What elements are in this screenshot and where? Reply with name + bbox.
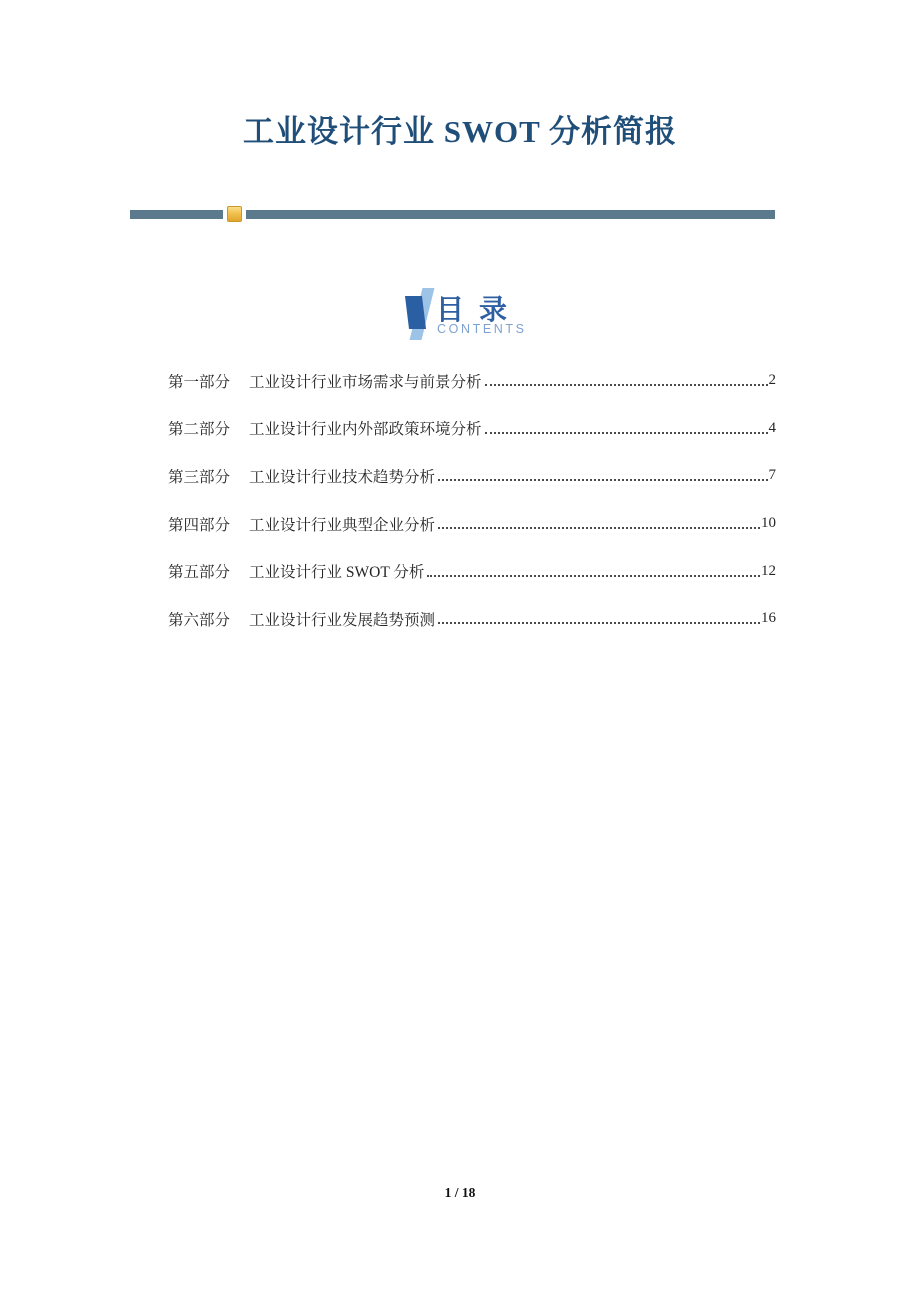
toc-dotted-leader	[438, 479, 767, 481]
toc-entry-title: 工业设计行业内外部政策环境分析	[249, 421, 482, 439]
page-number-indicator: 1 / 18	[444, 1185, 476, 1200]
toc-entry-title: 工业设计行业典型企业分析	[249, 516, 436, 534]
toc-dotted-leader	[485, 432, 768, 434]
toc-entry-page-number: 7	[768, 467, 776, 484]
toc-entry-page-number: 4	[768, 419, 776, 436]
toc-entry-page-number: 10	[761, 515, 776, 532]
toc-entry-title: 工业设计行业技术趋势分析	[249, 468, 436, 486]
toc-entry-part: 第五部分	[168, 564, 231, 582]
toc-entry-part: 第三部分	[168, 468, 231, 486]
toc-entry[interactable]	[168, 452, 776, 500]
title-divider	[130, 204, 775, 224]
toc-entry-part: 第六部分	[168, 611, 231, 629]
toc-list	[168, 357, 776, 643]
toc-entry-part: 第一部分	[168, 373, 231, 391]
toc-entry-part: 第四部分	[168, 516, 231, 534]
toc-dotted-leader	[427, 575, 760, 577]
toc-entry[interactable]	[168, 357, 776, 405]
divider-bar-right	[246, 210, 775, 219]
toc-header	[400, 286, 560, 346]
toc-entry[interactable]	[168, 547, 776, 595]
toc-dotted-leader	[438, 622, 760, 624]
toc-entry-title: 工业设计行业市场需求与前景分析	[249, 373, 482, 391]
document-title: 工业设计行业 SWOT 分析简报	[243, 114, 677, 149]
toc-entry-page-number: 2	[768, 372, 776, 389]
toc-entry-part: 第二部分	[168, 421, 231, 439]
toc-heading: 目 录	[436, 295, 512, 326]
toc-entry-title: 工业设计行业 SWOT 分析	[249, 564, 425, 582]
toc-entry[interactable]	[168, 405, 776, 453]
toc-entry-page-number: 16	[761, 610, 776, 627]
toc-entry[interactable]	[168, 500, 776, 548]
divider-bar-left	[130, 210, 223, 219]
toc-dotted-leader	[485, 384, 768, 386]
toc-dotted-leader	[438, 527, 760, 529]
divider-gold-square	[227, 206, 242, 222]
toc-decoration	[400, 286, 436, 342]
toc-subheading: CONTENTS	[437, 322, 527, 336]
toc-entry-title: 工业设计行业发展趋势预测	[249, 611, 436, 629]
toc-entry-page-number: 12	[761, 562, 776, 579]
toc-entry[interactable]	[168, 595, 776, 643]
